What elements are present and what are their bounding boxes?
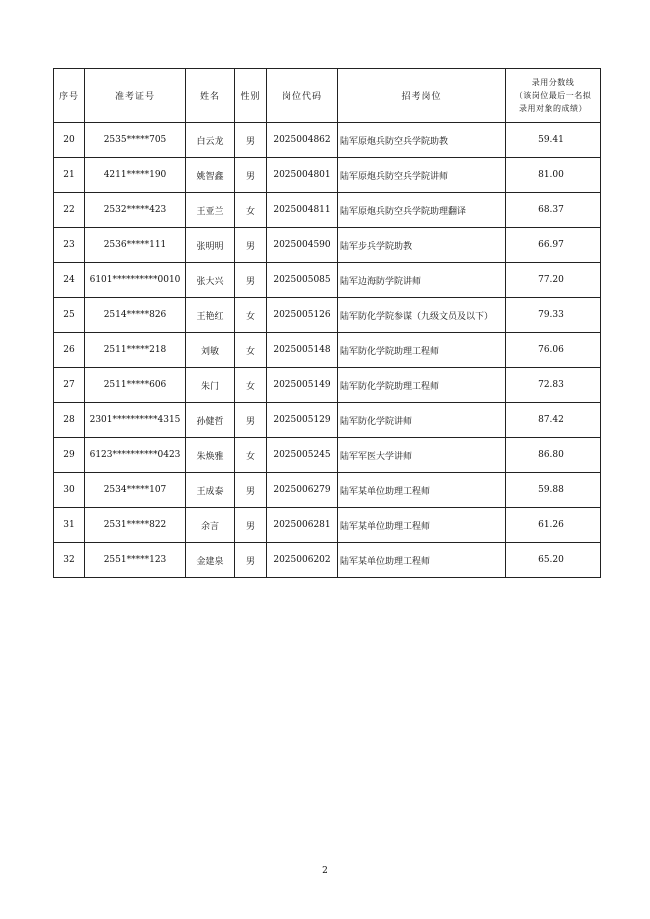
cell-gender: 男 [235,228,267,263]
table-header-row [54,69,601,123]
cell-seq: 24 [54,263,85,298]
cell-score: 61.26 [506,508,601,543]
table-row [54,333,601,368]
cell-gender: 女 [235,193,267,228]
cell-post-code: 2025004862 [267,123,338,158]
header-gender: 性别 [235,69,267,123]
cell-post-code: 2025005085 [267,263,338,298]
cell-seq: 22 [54,193,85,228]
cell-post-code: 2025004590 [267,228,338,263]
header-exam-id: 准考证号 [85,69,186,123]
cell-gender: 男 [235,508,267,543]
cell-name: 余言 [186,508,235,543]
cell-post: 陆军某单位助理工程师 [338,473,506,508]
cell-post-code: 2025006279 [267,473,338,508]
cell-post-code: 2025004811 [267,193,338,228]
cell-gender: 男 [235,403,267,438]
header-post: 招考岗位 [338,69,506,123]
cell-exam-id: 2535*****705 [85,123,186,158]
cell-name: 朱门 [186,368,235,403]
cell-exam-id: 2531*****822 [85,508,186,543]
cell-post: 陆军原炮兵防空兵学院助教 [338,123,506,158]
cell-score: 86.80 [506,438,601,473]
cell-seq: 27 [54,368,85,403]
cell-gender: 女 [235,298,267,333]
cell-score: 77.20 [506,263,601,298]
cell-post-code: 2025006281 [267,508,338,543]
cell-gender: 男 [235,473,267,508]
page-number: 2 [322,866,328,876]
cell-seq: 31 [54,508,85,543]
cell-score: 59.41 [506,123,601,158]
table-row [54,193,601,228]
cell-gender: 男 [235,543,267,578]
cell-score: 79.33 [506,298,601,333]
cell-post-code: 2025005245 [267,438,338,473]
header-score-line3: 录用对象的成绩） [519,104,587,113]
cell-exam-id: 2511*****218 [85,333,186,368]
cell-post-code: 2025005129 [267,403,338,438]
table-row [54,543,601,578]
cell-score: 87.42 [506,403,601,438]
cell-name: 朱焕雅 [186,438,235,473]
cell-seq: 28 [54,403,85,438]
cell-post: 陆军步兵学院助教 [338,228,506,263]
cell-score: 59.88 [506,473,601,508]
cell-post-code: 2025005149 [267,368,338,403]
cell-exam-id: 4211*****190 [85,158,186,193]
cell-post-code: 2025005126 [267,298,338,333]
cell-post: 陆军防化学院讲师 [338,403,506,438]
cell-name: 王成泰 [186,473,235,508]
cell-name: 张大兴 [186,263,235,298]
cell-name: 姚智鑫 [186,158,235,193]
cell-seq: 32 [54,543,85,578]
header-score-line1: 录用分数线 [531,78,575,87]
cell-seq: 29 [54,438,85,473]
cell-post: 陆军某单位助理工程师 [338,508,506,543]
cell-score: 65.20 [506,543,601,578]
header-score-line2: （该岗位最后一名拟 [514,91,592,100]
table-body [54,123,601,578]
header-name: 姓名 [186,69,235,123]
cell-gender: 男 [235,123,267,158]
cell-seq: 23 [54,228,85,263]
cell-post-code: 2025005148 [267,333,338,368]
cell-seq: 25 [54,298,85,333]
cell-exam-id: 2511*****606 [85,368,186,403]
cell-post: 陆军防化学院参谋（九级文员及以下） [338,298,506,333]
table-row [54,368,601,403]
cell-name: 孙健哲 [186,403,235,438]
cell-post: 陆军某单位助理工程师 [338,543,506,578]
cell-gender: 女 [235,438,267,473]
table-row [54,403,601,438]
cell-gender: 男 [235,263,267,298]
cell-post: 陆军防化学院助理工程师 [338,368,506,403]
header-post-code: 岗位代码 [267,69,338,123]
cell-post-code: 2025004801 [267,158,338,193]
cell-score: 76.06 [506,333,601,368]
cell-post: 陆军边海防学院讲师 [338,263,506,298]
cell-name: 张明明 [186,228,235,263]
cell-score: 72.83 [506,368,601,403]
cell-score: 68.37 [506,193,601,228]
table-row [54,123,601,158]
cell-name: 金建泉 [186,543,235,578]
cell-gender: 女 [235,333,267,368]
cell-exam-id: 2301**********4315 [85,403,186,438]
cell-post: 陆军军医大学讲师 [338,438,506,473]
admission-score-table [53,68,601,578]
cell-post: 陆军原炮兵防空兵学院讲师 [338,158,506,193]
table-row [54,158,601,193]
cell-score: 66.97 [506,228,601,263]
table-row [54,263,601,298]
cell-post: 陆军防化学院助理工程师 [338,333,506,368]
header-seq: 序号 [54,69,85,123]
cell-seq: 26 [54,333,85,368]
cell-name: 王亚兰 [186,193,235,228]
table-row [54,508,601,543]
cell-exam-id: 2532*****423 [85,193,186,228]
cell-seq: 30 [54,473,85,508]
table-row [54,438,601,473]
cell-name: 刘敏 [186,333,235,368]
cell-gender: 男 [235,158,267,193]
table-row [54,298,601,333]
table-row [54,228,601,263]
cell-exam-id: 2551*****123 [85,543,186,578]
cell-name: 白云龙 [186,123,235,158]
header-score [506,69,601,123]
cell-exam-id: 2514*****826 [85,298,186,333]
cell-exam-id: 2536*****111 [85,228,186,263]
cell-post-code: 2025006202 [267,543,338,578]
cell-seq: 21 [54,158,85,193]
cell-name: 王艳红 [186,298,235,333]
cell-exam-id: 6123**********0423 [85,438,186,473]
cell-seq: 20 [54,123,85,158]
table-row [54,473,601,508]
cell-exam-id: 2534*****107 [85,473,186,508]
cell-gender: 女 [235,368,267,403]
cell-score: 81.00 [506,158,601,193]
cell-exam-id: 6101**********0010 [85,263,186,298]
cell-post: 陆军原炮兵防空兵学院助理翻译 [338,193,506,228]
